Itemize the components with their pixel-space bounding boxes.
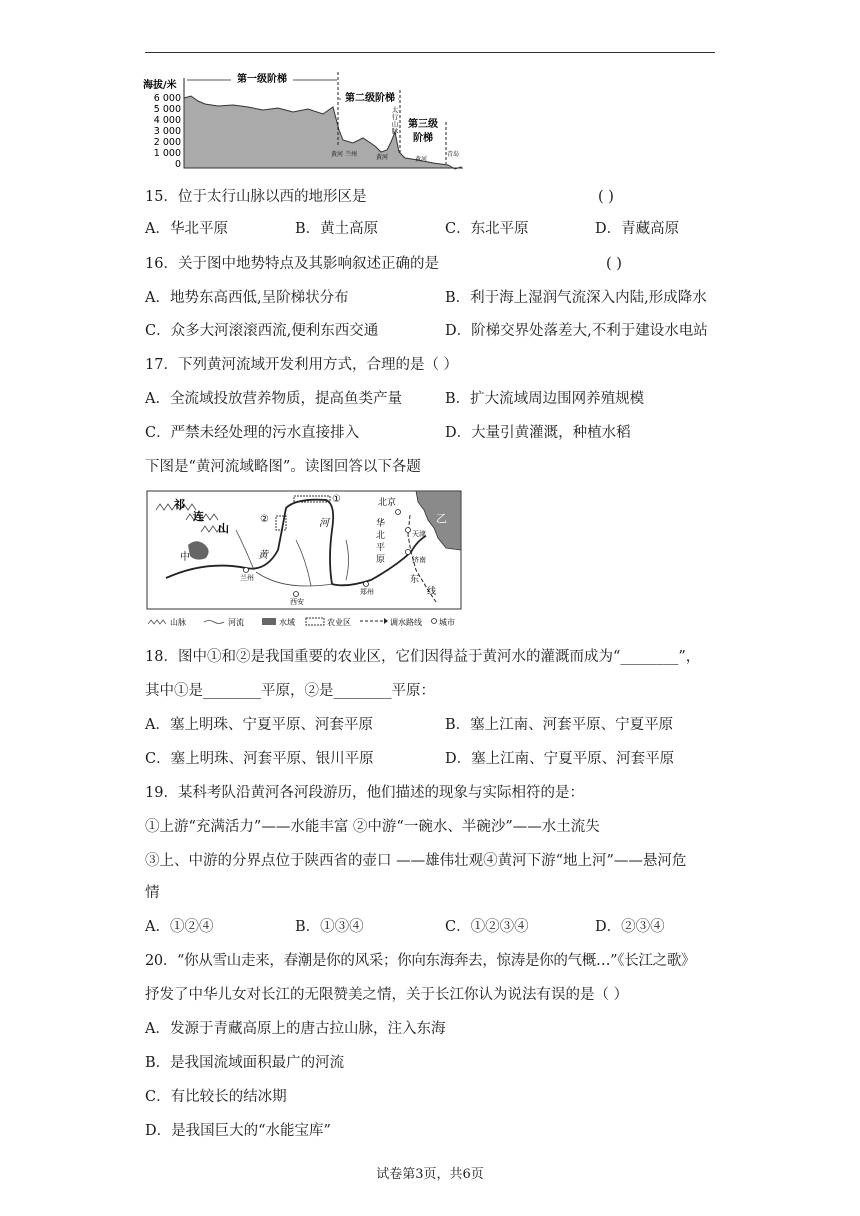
y-tick: 0 — [174, 159, 181, 170]
city-lanzhou — [244, 568, 249, 573]
legend-river-icon — [204, 621, 224, 624]
taihang-label: 山 — [391, 120, 399, 128]
map-label: ① — [332, 494, 341, 505]
q20-option-d[interactable]: D．是我国巨大的“水能宝库” — [145, 1123, 331, 1139]
y-axis-label: 海拔/米 — [143, 80, 177, 91]
city-beijing — [396, 510, 401, 515]
map-label: 祁 — [174, 498, 185, 511]
q17-option-b[interactable]: B．扩大流域周边围网养殖规模 — [445, 391, 645, 407]
q16-option-a[interactable]: A．地势东高西低,呈阶梯状分布 — [145, 290, 349, 306]
q20-option-b[interactable]: B．是我国流域面积最广的河流 — [145, 1055, 345, 1071]
q17-option-d[interactable]: D．大量引黄灌溉，种植水稻 — [445, 425, 631, 441]
map-label: 乙 — [436, 512, 447, 525]
map-label: 北京 — [378, 498, 397, 508]
step2-label: 第二级阶梯 — [345, 93, 395, 104]
place-label: 青岛 — [446, 151, 460, 158]
map-label: 山 — [218, 522, 229, 535]
place-label: 黄河 — [375, 154, 389, 161]
map-label: 线 — [427, 587, 437, 597]
legend-water-icon — [262, 618, 276, 625]
map-label: ② — [260, 514, 269, 525]
q18-option-c[interactable]: C．塞上明珠、河套平原、银川平原 — [145, 751, 374, 767]
map-label: 华 — [376, 519, 386, 529]
q20-option-c[interactable]: C．有比较长的结冰期 — [145, 1089, 287, 1105]
taihang-label: 行 — [391, 113, 399, 121]
q15-option-b[interactable]: B．黄土高原 — [295, 221, 379, 237]
yellow-river-map — [146, 490, 464, 632]
map-label: 连 — [193, 510, 204, 523]
legend-city-icon — [432, 619, 437, 624]
q19-stem: 19．某科考队沿黄河各河段游历，他们描述的现象与实际相符的是： — [145, 785, 584, 801]
step1-label: 第一级阶梯 — [237, 74, 287, 85]
terrain-profile-figure — [143, 70, 468, 176]
q16-option-d[interactable]: D．阶梯交界处落差大,不利于建设水电站 — [445, 323, 708, 339]
map-label: 原 — [376, 555, 386, 565]
map-legend — [148, 617, 455, 627]
legend-mountain-icon — [148, 620, 166, 624]
legend-label: 河流 — [228, 618, 244, 627]
place-label: 黄河 — [330, 151, 344, 158]
legend-label: 农业区 — [327, 618, 351, 627]
step3-label: 第三级 — [408, 119, 438, 130]
q19-option-c[interactable]: C．①②③④ — [445, 919, 529, 935]
map-label: 黄 — [258, 550, 268, 561]
q15-option-a[interactable]: A．华北平原 — [145, 221, 228, 237]
q18-stem-line1: 18．图中①和②是我国重要的农业区，它们因得益于黄河水的灌溉而成为“________”， — [145, 649, 701, 665]
map-label: 东 — [410, 575, 420, 585]
q16-stem: 16．关于图中地势特点及其影响叙述正确的是 — [145, 256, 439, 272]
y-tick: 3 000 — [153, 126, 181, 137]
map-label: 郑州 — [360, 588, 374, 596]
place-label: 黄河 — [414, 156, 428, 163]
q15-answer-paren: ( ) — [598, 189, 614, 205]
q17-option-c[interactable]: C．严禁未经处理的污水直接排入 — [145, 425, 360, 441]
city-jinan — [406, 550, 411, 555]
page-footer: 试卷第3页，共6页 — [376, 1167, 484, 1182]
legend-label: 调水路线 — [390, 618, 422, 627]
taihang-label: 脉 — [391, 127, 399, 135]
y-tick: 1 000 — [153, 148, 181, 159]
q18-option-a[interactable]: A．塞上明珠、宁夏平原、河套平原 — [145, 717, 373, 733]
q19-option-d[interactable]: D．②③④ — [595, 919, 665, 935]
q19-statement-3: 情 — [145, 885, 160, 901]
q16-answer-paren: ( ) — [606, 256, 622, 272]
legend-label: 水域 — [279, 618, 295, 627]
map-label: 天津 — [412, 530, 426, 538]
map-label: 兰州 — [240, 574, 254, 582]
q20-option-a[interactable]: A．发源于青藏高原上的唐古拉山脉，注入东海 — [145, 1021, 446, 1037]
map-intro: 下图是“黄河流域略图”。读图回答以下各题 — [145, 459, 421, 475]
map-label: 平 — [376, 543, 386, 553]
q15-option-d[interactable]: D．青藏高原 — [595, 221, 680, 237]
legend-label: 城市 — [439, 618, 455, 627]
q15-option-c[interactable]: C．东北平原 — [445, 221, 529, 237]
city-zhengzhou — [364, 582, 369, 587]
q19-option-a[interactable]: A．①②④ — [145, 919, 214, 935]
y-tick: 5 000 — [153, 104, 181, 115]
q16-option-b[interactable]: B．利于海上湿润气流深入内陆,形成降水 — [445, 290, 707, 306]
q19-statement-2: ③上、中游的分界点位于陕西省的壶口 ——雄伟壮观④黄河下游“地上河”——悬河危 — [145, 853, 687, 869]
q19-option-b[interactable]: B．①③④ — [295, 919, 364, 935]
q20-stem-line2: 抒发了中华儿女对长江的无限赞美之情，关于长江你认为说法有误的是（ ） — [145, 987, 629, 1003]
q18-option-b[interactable]: B．塞上江南、河套平原、宁夏平原 — [445, 717, 674, 733]
taihang-label: 太 — [391, 106, 399, 114]
step3-label-2: 阶梯 — [413, 133, 433, 144]
q19-statement-1: ①上游“充满活力”——水能丰富 ②中游“一碗水、半碗沙”——水土流失 — [145, 819, 600, 835]
y-tick: 6 000 — [153, 93, 181, 104]
map-label: 河 — [319, 518, 329, 529]
map-label: 济南 — [412, 556, 426, 564]
q18-stem-line2: 其中①是________平原，②是________平原： — [145, 683, 435, 699]
header-rule — [145, 52, 715, 53]
q15-stem: 15．位于太行山脉以西的地形区是 — [145, 189, 367, 205]
city-xian — [294, 592, 299, 597]
q18-option-d[interactable]: D．塞上江南、宁夏平原、河套平原 — [445, 751, 675, 767]
legend-farm-icon — [306, 618, 324, 625]
q16-option-c[interactable]: C．众多大河滚滚西流,便利东西交通 — [145, 323, 379, 339]
map-label: 西安 — [290, 598, 304, 606]
place-label: 兰州 — [344, 151, 358, 158]
q17-option-a[interactable]: A．全流域投放营养物质，提高鱼类产量 — [145, 391, 402, 407]
city-tianjin — [406, 528, 411, 533]
q17-stem: 17．下列黄河流域开发利用方式，合理的是（ ） — [145, 357, 459, 373]
legend-label: 山脉 — [170, 618, 186, 627]
y-tick: 4 000 — [153, 115, 181, 126]
map-label: 北 — [376, 531, 386, 541]
map-label: 中 — [180, 552, 190, 563]
q20-stem-line1: 20．“你从雪山走来，春潮是你的风采；你向东海奔去，惊涛是你的气概…”《长江之歌》 — [145, 953, 696, 969]
y-tick: 2 000 — [153, 137, 181, 148]
